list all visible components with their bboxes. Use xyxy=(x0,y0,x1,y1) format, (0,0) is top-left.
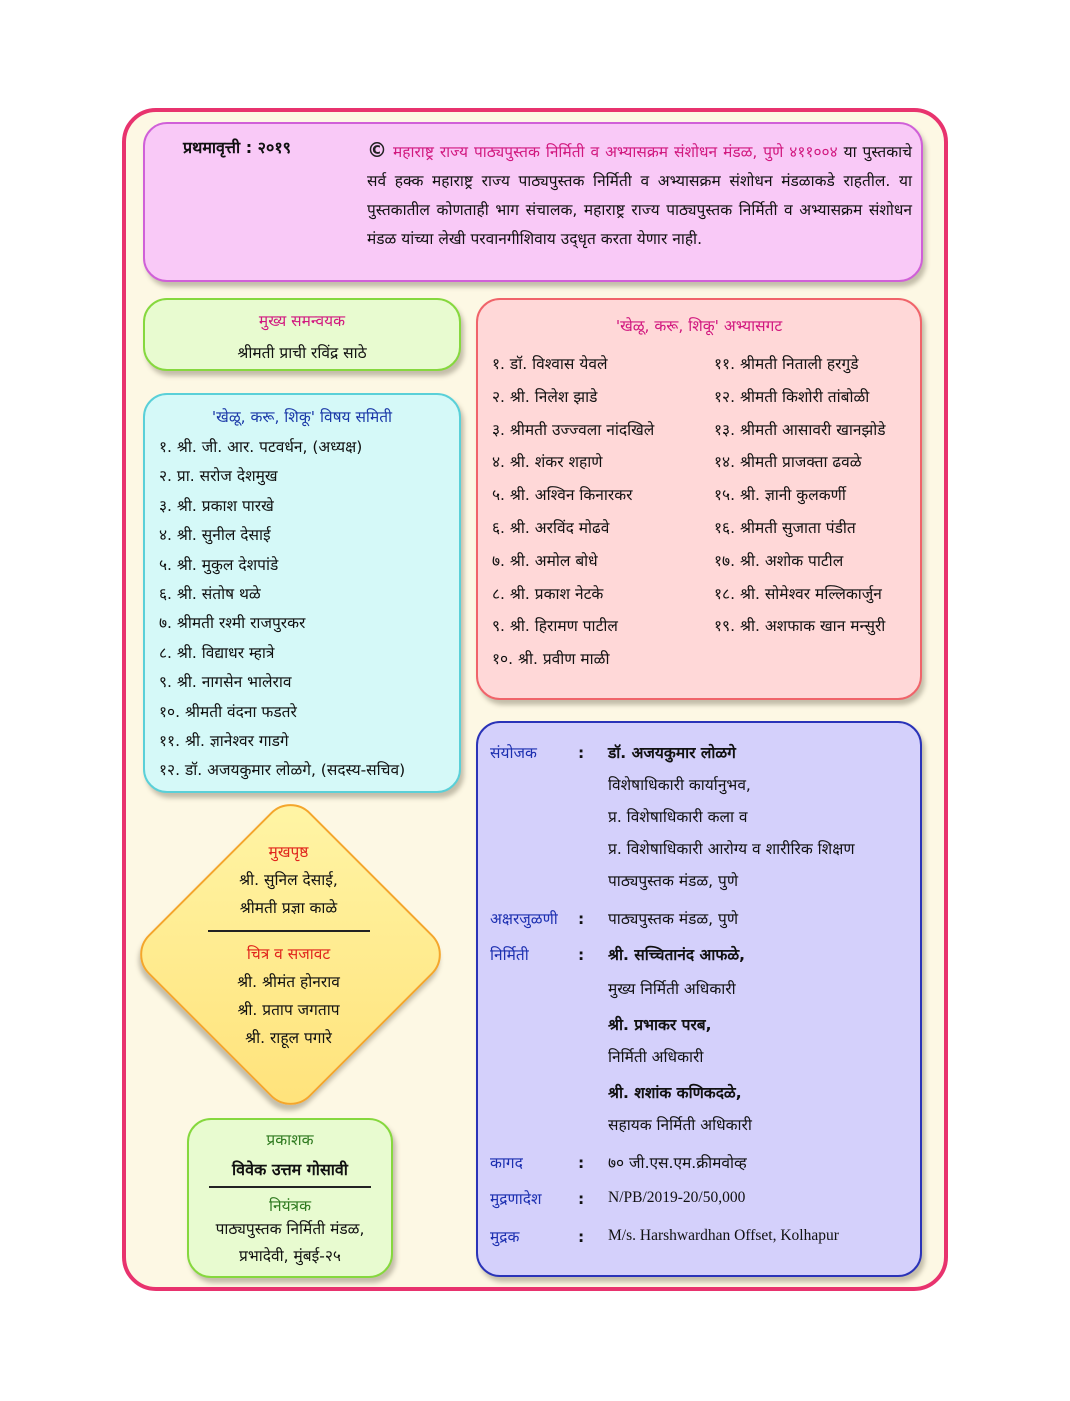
printer-label: मुद्रक xyxy=(490,1228,520,1246)
production-name: श्री. सच्चितानंद आफळे, xyxy=(608,946,745,964)
publisher-heading: प्रकाशक xyxy=(266,1131,314,1149)
cover-line: श्री. सुनिल देसाई, xyxy=(239,871,338,889)
list-item: ८. श्री. प्रकाश नेटके xyxy=(492,584,604,603)
production-role: निर्मिती अधिकारी xyxy=(608,1048,704,1066)
colon: : xyxy=(578,946,585,964)
printer-row xyxy=(490,1225,608,1247)
subject-committee-list xyxy=(159,433,459,786)
list-item: ८. श्री. विद्याधर म्हात्रे xyxy=(159,643,275,662)
list-item: १३. श्रीमती आसावरी खानझोडे xyxy=(714,420,886,439)
colon: : xyxy=(578,1228,585,1246)
divider xyxy=(208,930,370,932)
typesetting-row xyxy=(490,907,608,929)
list-item: २. प्रा. सरोज देशमुख xyxy=(159,467,278,486)
production-name: श्री. शशांक कणिकदळे, xyxy=(608,1084,742,1102)
list-item: २. श्री. निलेश झाडे xyxy=(492,387,598,406)
list-item: ४. श्री. शंकर शहाणे xyxy=(492,453,603,472)
chief-coordinator-name: श्रीमती प्राची रविंद्र साठे xyxy=(237,344,367,362)
list-item: ७. श्री. अमोल बोधे xyxy=(492,551,598,570)
production-row xyxy=(490,943,608,965)
cover-line: श्रीमती प्रज्ञा काळे xyxy=(239,899,338,917)
publisher-name: विवेक उत्तम गोसावी xyxy=(232,1160,348,1179)
coordinator-name: डॉ. अजयकुमार लोळगे xyxy=(608,744,736,762)
list-item: ११. श्रीमती निताली हरगुडे xyxy=(714,355,859,373)
list-item: १५. श्री. ज्ञानी कुलकर्णी xyxy=(714,486,846,505)
coordinator-line: प्र. विशेषाधिकारी कला व xyxy=(608,808,748,826)
divider xyxy=(209,1186,371,1188)
coordinator-line: विशेषाधिकारी कार्यानुभव, xyxy=(608,776,751,794)
cover-heading: मुखपृष्ठ xyxy=(268,843,309,861)
colon: : xyxy=(578,910,585,928)
illustration-line: श्री. राहूल पगारे xyxy=(245,1029,332,1047)
coordinator-line: प्र. विशेषाधिकारी आरोग्य व शारीरिक शिक्षण xyxy=(608,840,855,858)
list-item: ६. श्री. संतोष थळे xyxy=(159,584,261,603)
list-item: १. डॉ. विश्वास येवले xyxy=(492,355,608,373)
list-item: ३. श्रीमती उज्ज्वला नांदखिले xyxy=(492,420,655,439)
colon: : xyxy=(578,1190,585,1208)
list-item: १. श्री. जी. आर. पटवर्धन, (अध्यक्ष) xyxy=(159,438,363,456)
copyright-org: महाराष्ट्र राज्य पाठ्यपुस्तक निर्मिती व अभ्यासक्रम संशोधन मंडळ, पुणे ४११००४ xyxy=(392,143,838,161)
colon: : xyxy=(578,744,585,762)
credits-box xyxy=(476,721,922,1277)
copyright-box xyxy=(143,122,923,282)
cover-credits xyxy=(176,838,401,1052)
print-order-row xyxy=(490,1187,608,1209)
typesetting-value: पाठ्यपुस्तक मंडळ, पुणे xyxy=(608,910,739,928)
copyright-symbol: © xyxy=(367,138,387,162)
print-order-label: मुद्रणादेश xyxy=(490,1190,542,1208)
chief-coordinator-box xyxy=(143,298,461,371)
production-name: श्री. प्रभाकर परब, xyxy=(608,1016,712,1034)
paper-label: कागद xyxy=(490,1154,523,1172)
typesetting-label: अक्षरजुळणी xyxy=(490,910,558,928)
publisher-box xyxy=(187,1118,393,1278)
list-item: १९. श्री. अशफाक खान मन्सुरी xyxy=(714,617,886,636)
list-item: ५. श्री. मुकुल देशपांडे xyxy=(159,555,279,574)
list-item: १०. श्रीमती वंदना फडतरे xyxy=(159,702,297,721)
production-role: सहायक निर्मिती अधिकारी xyxy=(608,1116,752,1134)
controller-line: पाठ्यपुस्तक निर्मिती मंडळ, xyxy=(215,1220,365,1238)
subject-committee-heading: 'खेळू, करू, शिकू' विषय समिती xyxy=(211,408,393,426)
list-item: १४. श्रीमती प्राजक्ता ढवळे xyxy=(714,453,862,472)
list-item: १०. श्री. प्रवीण माळी xyxy=(492,650,610,669)
list-item: ९. श्री. हिरामण पाटील xyxy=(492,617,618,636)
list-item: ६. श्री. अरविंद मोढवे xyxy=(492,518,610,537)
production-role: मुख्य निर्मिती अधिकारी xyxy=(608,980,736,998)
coordinator-label: संयोजक xyxy=(490,744,537,762)
illustration-line: श्री. प्रताप जगताप xyxy=(237,1001,340,1019)
list-item: ७. श्रीमती रश्मी राजपुरकर xyxy=(159,614,306,633)
edition-label: प्रथमावृत्ती : २०१९ xyxy=(183,138,291,157)
paper-row xyxy=(490,1151,608,1173)
print-order-value: N/PB/2019-20/50,000 xyxy=(608,1189,746,1206)
study-group-heading: 'खेळू, करू, शिकू' अभ्यासगट xyxy=(615,317,783,335)
study-group-left-column xyxy=(492,348,654,676)
chief-coordinator-heading: मुख्य समन्वयक xyxy=(258,312,346,330)
controller-heading: नियंत्रक xyxy=(268,1197,312,1215)
colon: : xyxy=(578,1154,585,1172)
list-item: ३. श्री. प्रकाश पारखे xyxy=(159,496,274,515)
list-item: १८. श्री. सोमेश्वर मल्लिकार्जुन xyxy=(714,584,882,603)
list-item: १७. श्री. अशोक पाटील xyxy=(714,551,844,570)
illustration-heading: चित्र व सजावट xyxy=(246,945,331,963)
production-label: निर्मिती xyxy=(490,946,529,964)
study-group-right-column xyxy=(714,348,886,643)
list-item: १२. डॉ. अजयकुमार लोळगे, (सदस्य-सचिव) xyxy=(159,761,406,780)
copyright-body: या पुस्तकाचे सर्व हक्क महाराष्ट्र राज्य पाठ्यपुस्तक निर्मिती व अभ्यासक्रम संशोधन मंडळाकडे राहतील. या पुस्तकातील कोणताही भाग संचालक, महाराष्ट्र राज्य पाठ्यपुस्तक निर्मिती व अभ्यासक्रम संशोधन मंडळ यांच्या लेखी परवानगीशिवाय उद्‌धृत करता येणार नाही. xyxy=(367,143,912,248)
list-item: १२. श्रीमती किशोरी तांबोळी xyxy=(714,387,870,406)
list-item: ४. श्री. सुनील देसाई xyxy=(159,526,271,545)
list-item: ९. श्री. नागसेन भालेराव xyxy=(159,673,292,692)
illustration-line: श्री. श्रीमंत होनराव xyxy=(237,973,340,991)
list-item: १६. श्रीमती सुजाता पंडीत xyxy=(714,518,856,537)
copyright-text xyxy=(367,136,912,254)
paper-value: ७० जी.एस.एम.क्रीमवोव्ह xyxy=(608,1154,747,1172)
coordinator-line: पाठ्यपुस्तक मंडळ, पुणे xyxy=(608,872,739,890)
study-group-box xyxy=(476,298,922,700)
coordinator-row xyxy=(490,741,608,763)
controller-line: प्रभादेवी, मुंबई-२५ xyxy=(239,1247,341,1265)
printer-value: M/s. Harshwardhan Offset, Kolhapur xyxy=(608,1227,839,1244)
subject-committee-box xyxy=(143,393,461,793)
list-item: ११. श्री. ज्ञानेश्वर गाडगे xyxy=(159,731,289,750)
list-item: ५. श्री. अश्विन किनारकर xyxy=(492,486,633,505)
